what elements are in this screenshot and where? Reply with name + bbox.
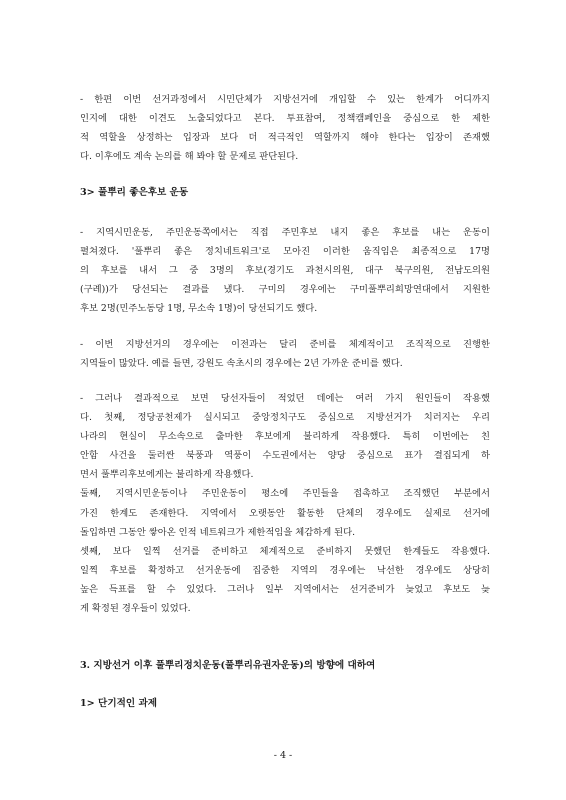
text-line: 게 확정된 경우들이 있었다. — [80, 603, 191, 615]
paragraph-election-outcome-causes — [80, 389, 490, 618]
text-line: - 그러나 결과적으로 보면 당선자들이 적었던 데에는 여러 가지 원인들이 작용했 — [80, 393, 490, 404]
section-heading-after-local-election: 3. 지방선거 이후 풀뿌리정치운동(풀뿌리유권자운동)의 방향에 대하여 — [80, 660, 376, 671]
text-line: 돌입하면 그동안 쌓아온 인적 네트워크가 제한적임을 체감하게 된다. — [80, 526, 356, 538]
text-line: 둘째, 지역시민운동이나 주민운동이 평소에 주민들을 접촉하고 조직했던 부분에서 — [80, 488, 490, 500]
text-line: 적 역할을 상정하는 입장과 보다 더 적극적인 역할까지 해야 한다는 입장이 존재했 — [80, 132, 490, 144]
text-line: - 지역시민운동, 주민운동쪽에서는 직접 주민후보 내지 좋은 후보를 내는 운동이 — [80, 227, 490, 238]
page-number: - 4 - — [273, 750, 293, 761]
text-line: (구례))가 당선되는 결과를 냈다. 구미의 경우에는 구미풀뿌리희망연대에서 지원한 — [80, 284, 490, 296]
text-line: - 한편 이번 선거과정에서 시민단체가 지방선거에 개입할 수 있는 한계가 어디까지 — [80, 94, 490, 105]
text-line: 나라의 현실이 무소속으로 출마한 후보에게 불리하게 작용했다. 특히 이번에는 친 — [80, 431, 490, 443]
text-line: 안함 사건을 둘러싼 북풍과 역풍이 수도권에서는 양당 중심으로 표가 결집되게 하 — [80, 450, 490, 462]
section-heading-good-candidate-movement: 3> 풀뿌리 좋은후보 운동 — [80, 187, 189, 198]
text-line: 셋째, 보다 일찍 선거를 준비하고 체계적으로 준비하지 못했던 한계들도 작용했다. — [80, 545, 490, 557]
paragraph-systematic-preparation — [80, 335, 490, 373]
subsection-heading-short-term-tasks: 1> 단기적인 과제 — [80, 698, 157, 709]
text-line: 면서 풀뿌리후보에게는 불리하게 작용했다. — [80, 469, 254, 481]
text-line: 의 후보를 내서 그 중 3명의 후보(경기도 과천시의원, 대구 북구의원, 전남도의원 — [80, 265, 490, 277]
text-line: 펼쳐졌다. '풀뿌리 좋은 정치네트워크'로 모아진 이러한 움직임은 최종적으로 17명 — [80, 246, 490, 258]
text-line: 일찍 후보를 확정하고 선거운동에 집중한 지역의 경우에는 낙선한 경우에도 상당히 — [80, 564, 490, 576]
paragraph-grassroots-candidates — [80, 223, 490, 318]
text-line: - 이번 지방선거의 경우에는 이전과는 달리 준비를 체계적이고 조직적으로 진행한 — [80, 339, 490, 350]
text-line: 지역들이 많았다. 예를 들면, 강원도 속초시의 경우에는 2년 가까운 준비를 했다. — [80, 358, 403, 370]
paragraph-civic-limits — [80, 90, 490, 166]
text-line: 높은 득표를 할 수 있었다. 그러나 일부 지역에서는 선거준비가 늦었고 후보도 늦 — [80, 583, 490, 595]
text-line: 다. 첫째, 정당공천제가 실시되고 중앙정치구도 중심으로 지방선거가 치러지는 우리 — [80, 412, 490, 424]
text-line: 후보 2명(민주노동당 1명, 무소속 1명)이 당선되기도 했다. — [80, 303, 318, 315]
text-line: 인지에 대한 이견도 노출되었다고 본다. 투표참여, 정책캠페인을 중심으로 한 제한 — [80, 113, 490, 125]
text-line: 다. 이후에도 계속 논의를 해 봐야 할 문제로 판단된다. — [80, 151, 299, 163]
text-line: 가진 한계도 존재한다. 지역에서 오랫동안 활동한 단체의 경우에도 실제로 선거에 — [80, 507, 490, 519]
